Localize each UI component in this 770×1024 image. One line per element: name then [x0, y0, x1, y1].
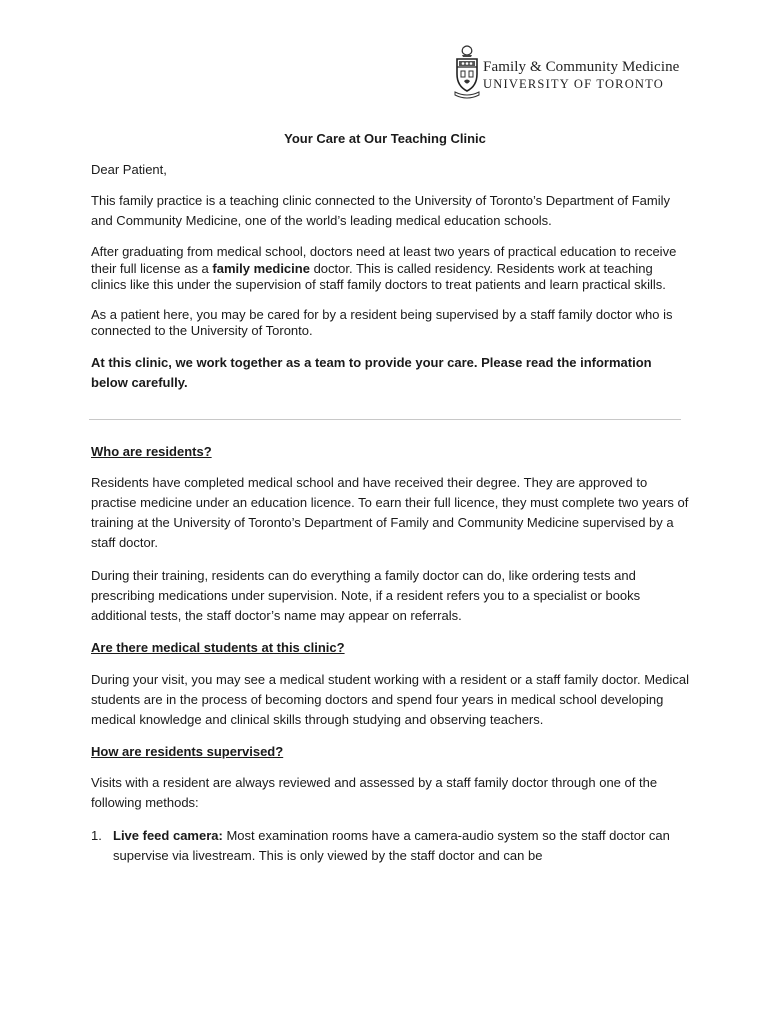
intro-paragraph-1: This family practice is a teaching clinic connected to the University of Toronto’s Department of Family and Community Medicine, one of the world’s leading medical education schools.	[91, 193, 670, 228]
residents-paragraph-1: Residents have completed medical school and have received their degree. They are approved to practise medicine under an education licence. To earn their full licence, they must complete two years of training at the University of Toronto’s Department of Family and Community Medicine supervised by a staff doctor.	[91, 475, 689, 550]
intro-paragraph-2-end: doctor. This is called residency. Residents work at teaching clinics like this under the supervision of staff family doctors to treat patients and learn practical skills.	[91, 260, 666, 292]
university-logo	[454, 44, 684, 100]
supervision-paragraph-1: Visits with a resident are always reviewed and assessed by a staff family doctor through one of the following methods:	[91, 775, 658, 810]
list-item-title: Live feed camera:	[113, 828, 223, 843]
letter-body	[91, 130, 691, 866]
salutation: Dear Patient,	[91, 161, 167, 177]
section-heading-residents: Who are residents?	[91, 443, 212, 459]
students-paragraph-1: During your visit, you may see a medical student working with a resident or a staff family doctor. Medical students are in the process of becoming doctors and spend four years in medical school developing medical knowledge and clinical skills through studying and observing teachers.	[91, 671, 690, 727]
list-item-text: Most examination rooms have a camera-audio system so the staff doctor can supervise via livestream. This is only viewed by the staff doctor and can be	[113, 828, 670, 863]
residents-paragraph-2: During their training, residents can do everything a family doctor can do, like ordering tests and prescribing medications under supervision. Note, if a resident refers you to a specialist or books additional tests, the staff doctor’s name may appear on referrals.	[91, 568, 641, 623]
logo-department-name: Family & Community Medicine	[483, 59, 680, 75]
page-title: Your Care at Our Teaching Clinic	[284, 131, 486, 146]
section-heading-supervision: How are residents supervised?	[91, 743, 284, 759]
family-medicine-emphasis: family medicine	[212, 260, 310, 276]
intro-paragraph-2	[91, 244, 691, 294]
list-item	[91, 826, 691, 866]
list-item-number: 1.	[91, 828, 102, 843]
intro-paragraph-3: As a patient here, you may be cared for by a resident being supervised by a staff family doctor who is connected to the University of Toronto.	[91, 306, 673, 338]
team-care-statement: At this clinic, we work together as a team to provide your care. Please read the information below carefully.	[91, 354, 652, 390]
section-heading-students: Are there medical students at this clinic?	[91, 640, 345, 655]
section-divider	[89, 419, 681, 420]
coat-of-arms-icon	[454, 44, 480, 100]
intro-paragraph-2-start: After graduating from medical school, doctors need at least two years of practical education to receive their full license as a	[91, 244, 677, 276]
supervision-methods-list	[91, 826, 691, 866]
logo-university-name: UNIVERSITY OF TORONTO	[483, 77, 664, 91]
